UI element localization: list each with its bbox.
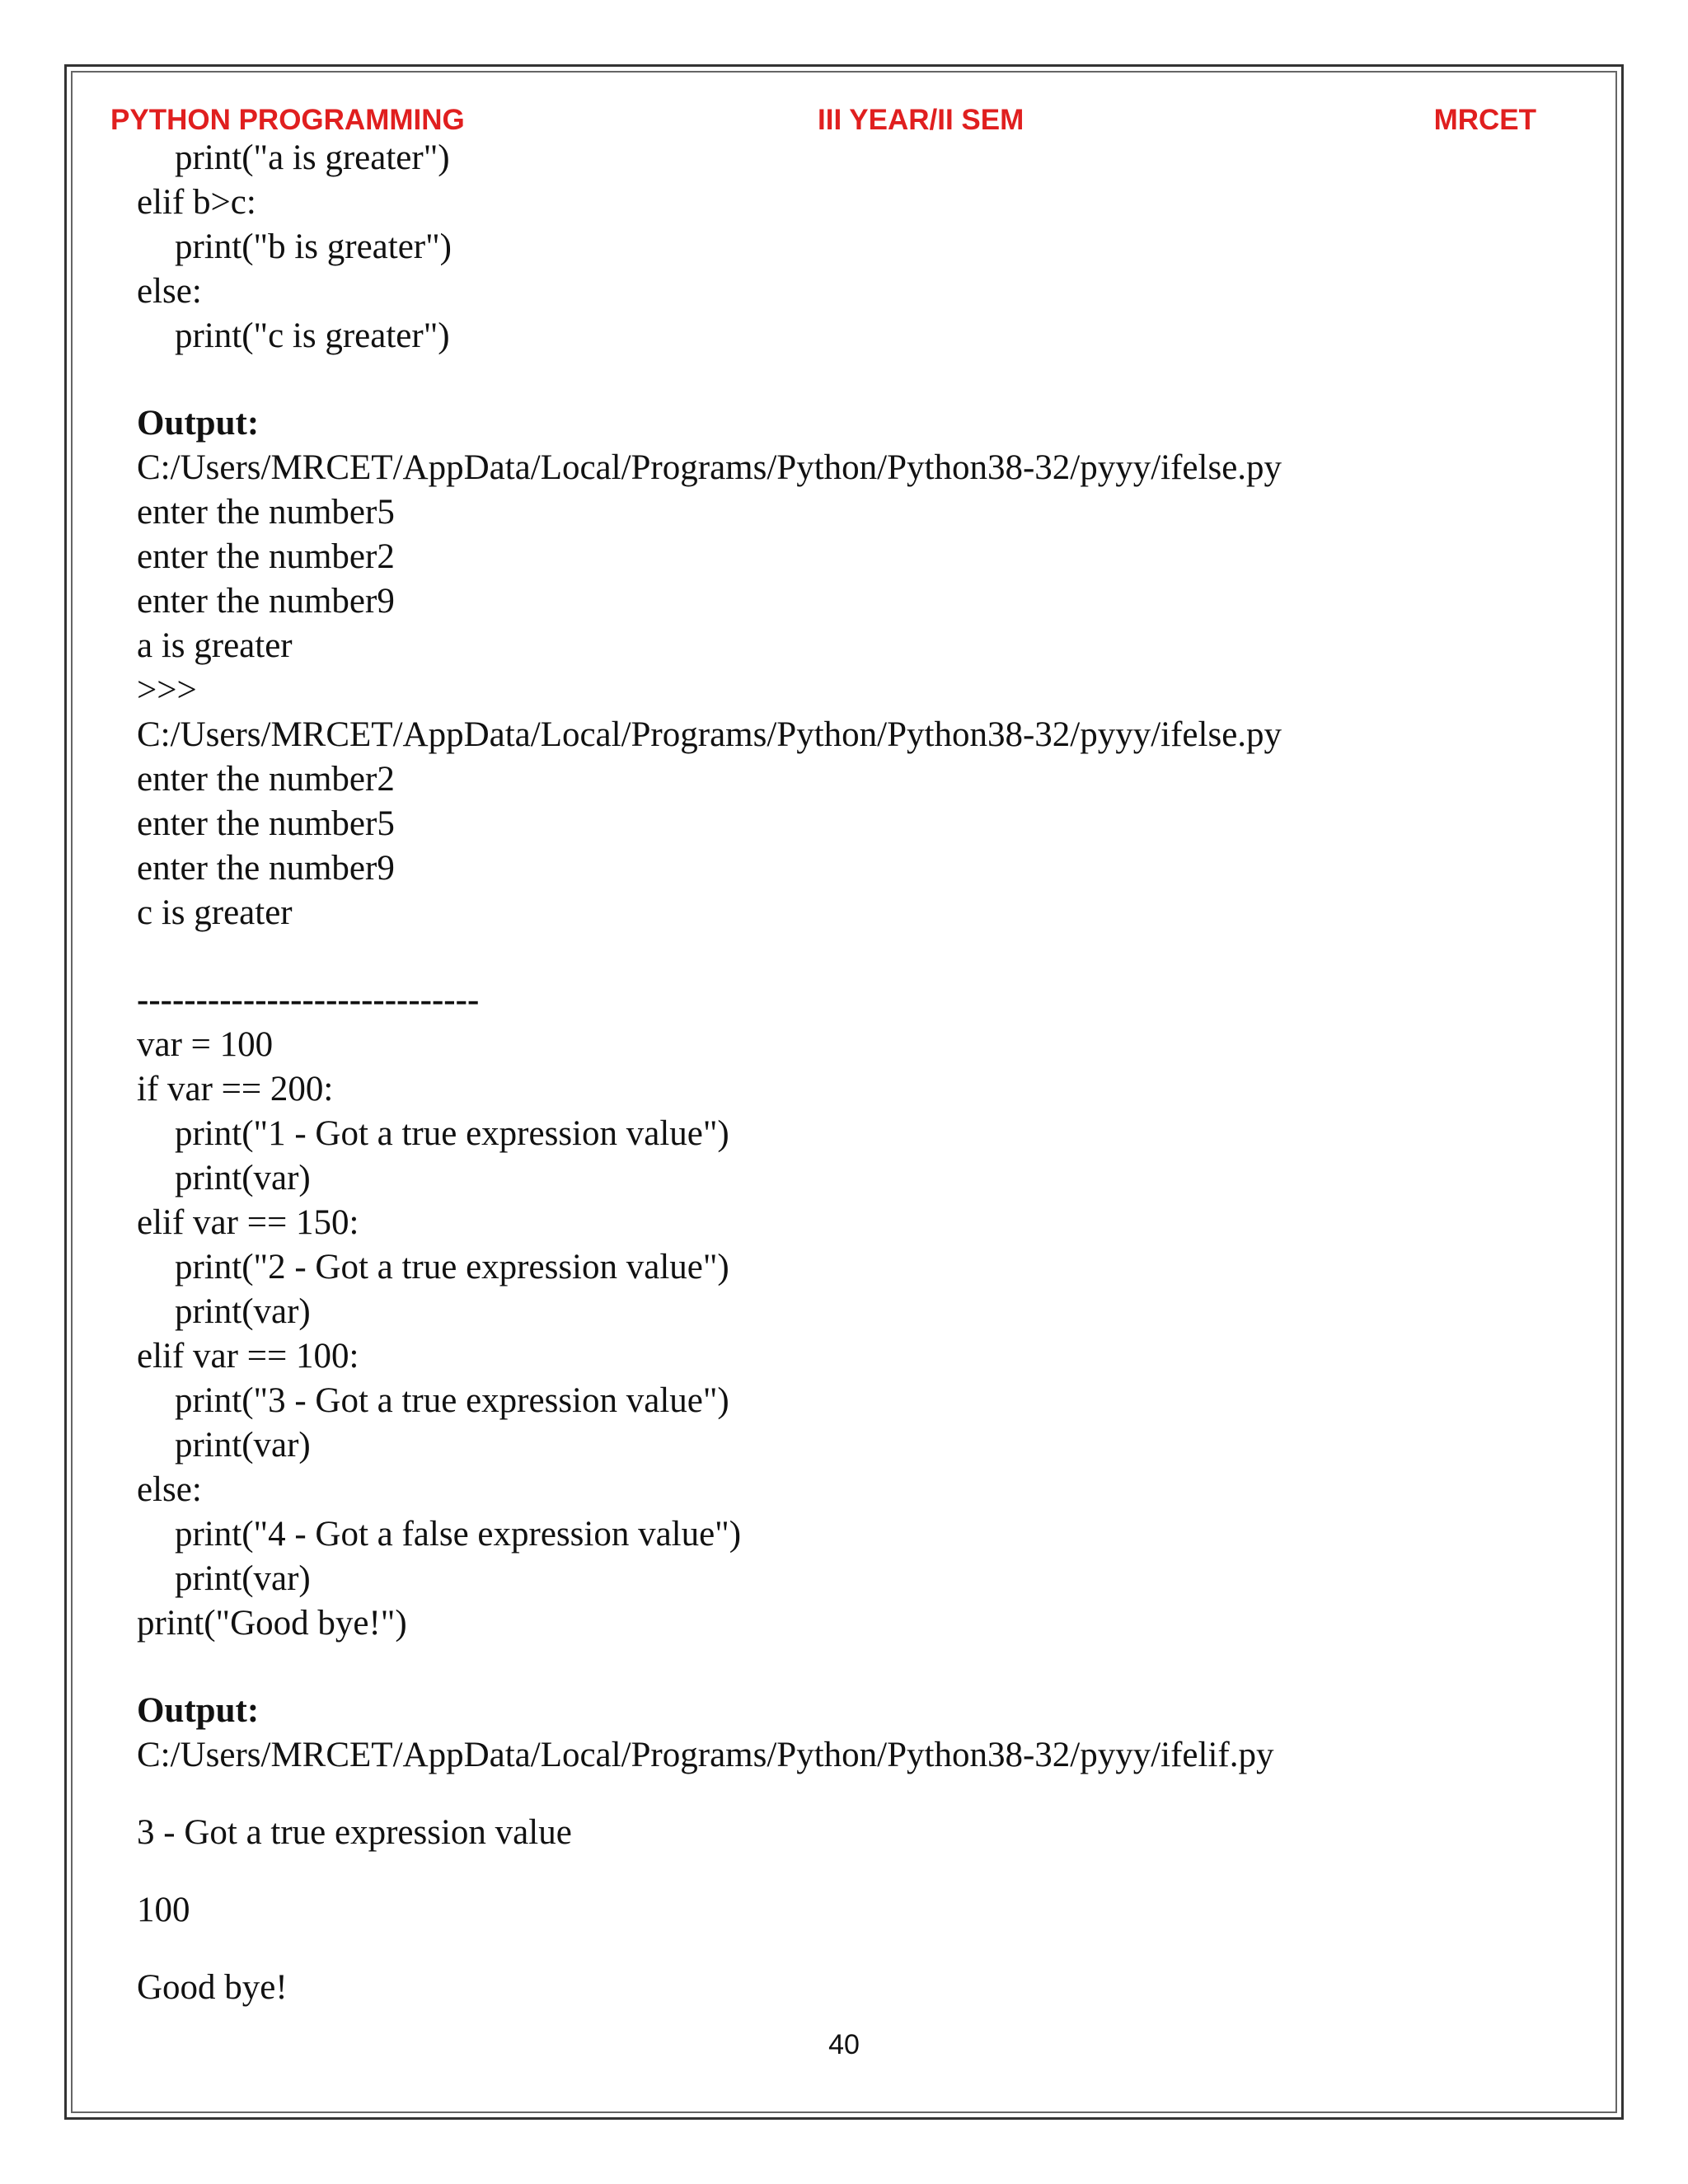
page-header [110, 104, 1536, 140]
output-line: enter the number2 [137, 537, 395, 576]
output-line: C:/Users/MRCET/AppData/Local/Programs/Python/Python38-32/pyyy/ifelse.py [137, 715, 1282, 754]
code-line: else: [137, 272, 202, 311]
code-line: if var == 200: [137, 1070, 334, 1108]
spacer [137, 935, 1538, 978]
spacer [137, 1933, 1538, 1966]
code-line: elif var == 150: [137, 1203, 359, 1242]
code-line: print("Good bye!") [137, 1604, 407, 1643]
output-heading: Output: [137, 404, 260, 443]
spacer [137, 1778, 1538, 1811]
code-line: print(var) [175, 1559, 311, 1598]
output-line: enter the number5 [137, 804, 395, 843]
code-line: print(var) [175, 1159, 311, 1197]
spacer [137, 1855, 1538, 1888]
output-line: a is greater [137, 626, 293, 665]
output-line: C:/Users/MRCET/AppData/Local/Programs/Python/Python38-32/pyyy/ifelse.py [137, 448, 1282, 487]
output-line: 3 - Got a true expression value [137, 1813, 572, 1852]
output-heading: Output: [137, 1691, 260, 1730]
code-line: print("c is greater") [175, 316, 450, 355]
header-year-semester: III YEAR/II SEM [818, 104, 1025, 136]
page-number: 40 [828, 2029, 860, 2060]
output-line: enter the number9 [137, 849, 395, 888]
code-line: print(var) [175, 1426, 311, 1465]
header-institution: MRCET [1433, 104, 1536, 136]
code-line: elif var == 100: [137, 1337, 359, 1376]
code-line: print("1 - Got a true expression value") [175, 1114, 729, 1153]
code-line: print("3 - Got a true expression value") [175, 1381, 729, 1420]
code-line: elif b>c: [137, 183, 256, 222]
document-body [137, 136, 1538, 2010]
output-line: enter the number5 [137, 493, 395, 532]
output-line: C:/Users/MRCET/AppData/Local/Programs/Python/Python38-32/pyyy/ifelif.py [137, 1736, 1274, 1774]
code-line: var = 100 [137, 1025, 274, 1064]
spacer [137, 1646, 1538, 1689]
output-line: >>> [137, 671, 197, 710]
code-line: print("b is greater") [175, 227, 452, 266]
spacer [137, 359, 1538, 401]
header-course-title: PYTHON PROGRAMMING [110, 104, 465, 136]
code-line: print("2 - Got a true expression value") [175, 1248, 729, 1286]
code-line: print("a is greater") [175, 138, 450, 177]
code-line: print("4 - Got a false expression value") [175, 1515, 742, 1554]
output-line: enter the number2 [137, 760, 395, 799]
code-line: print(var) [175, 1292, 311, 1331]
output-line: c is greater [137, 893, 293, 932]
code-line: else: [137, 1470, 202, 1509]
output-line: Good bye! [137, 1968, 288, 2007]
section-separator: ----------------------------- [137, 981, 480, 1019]
output-line: 100 [137, 1891, 190, 1929]
output-line: enter the number9 [137, 582, 395, 621]
